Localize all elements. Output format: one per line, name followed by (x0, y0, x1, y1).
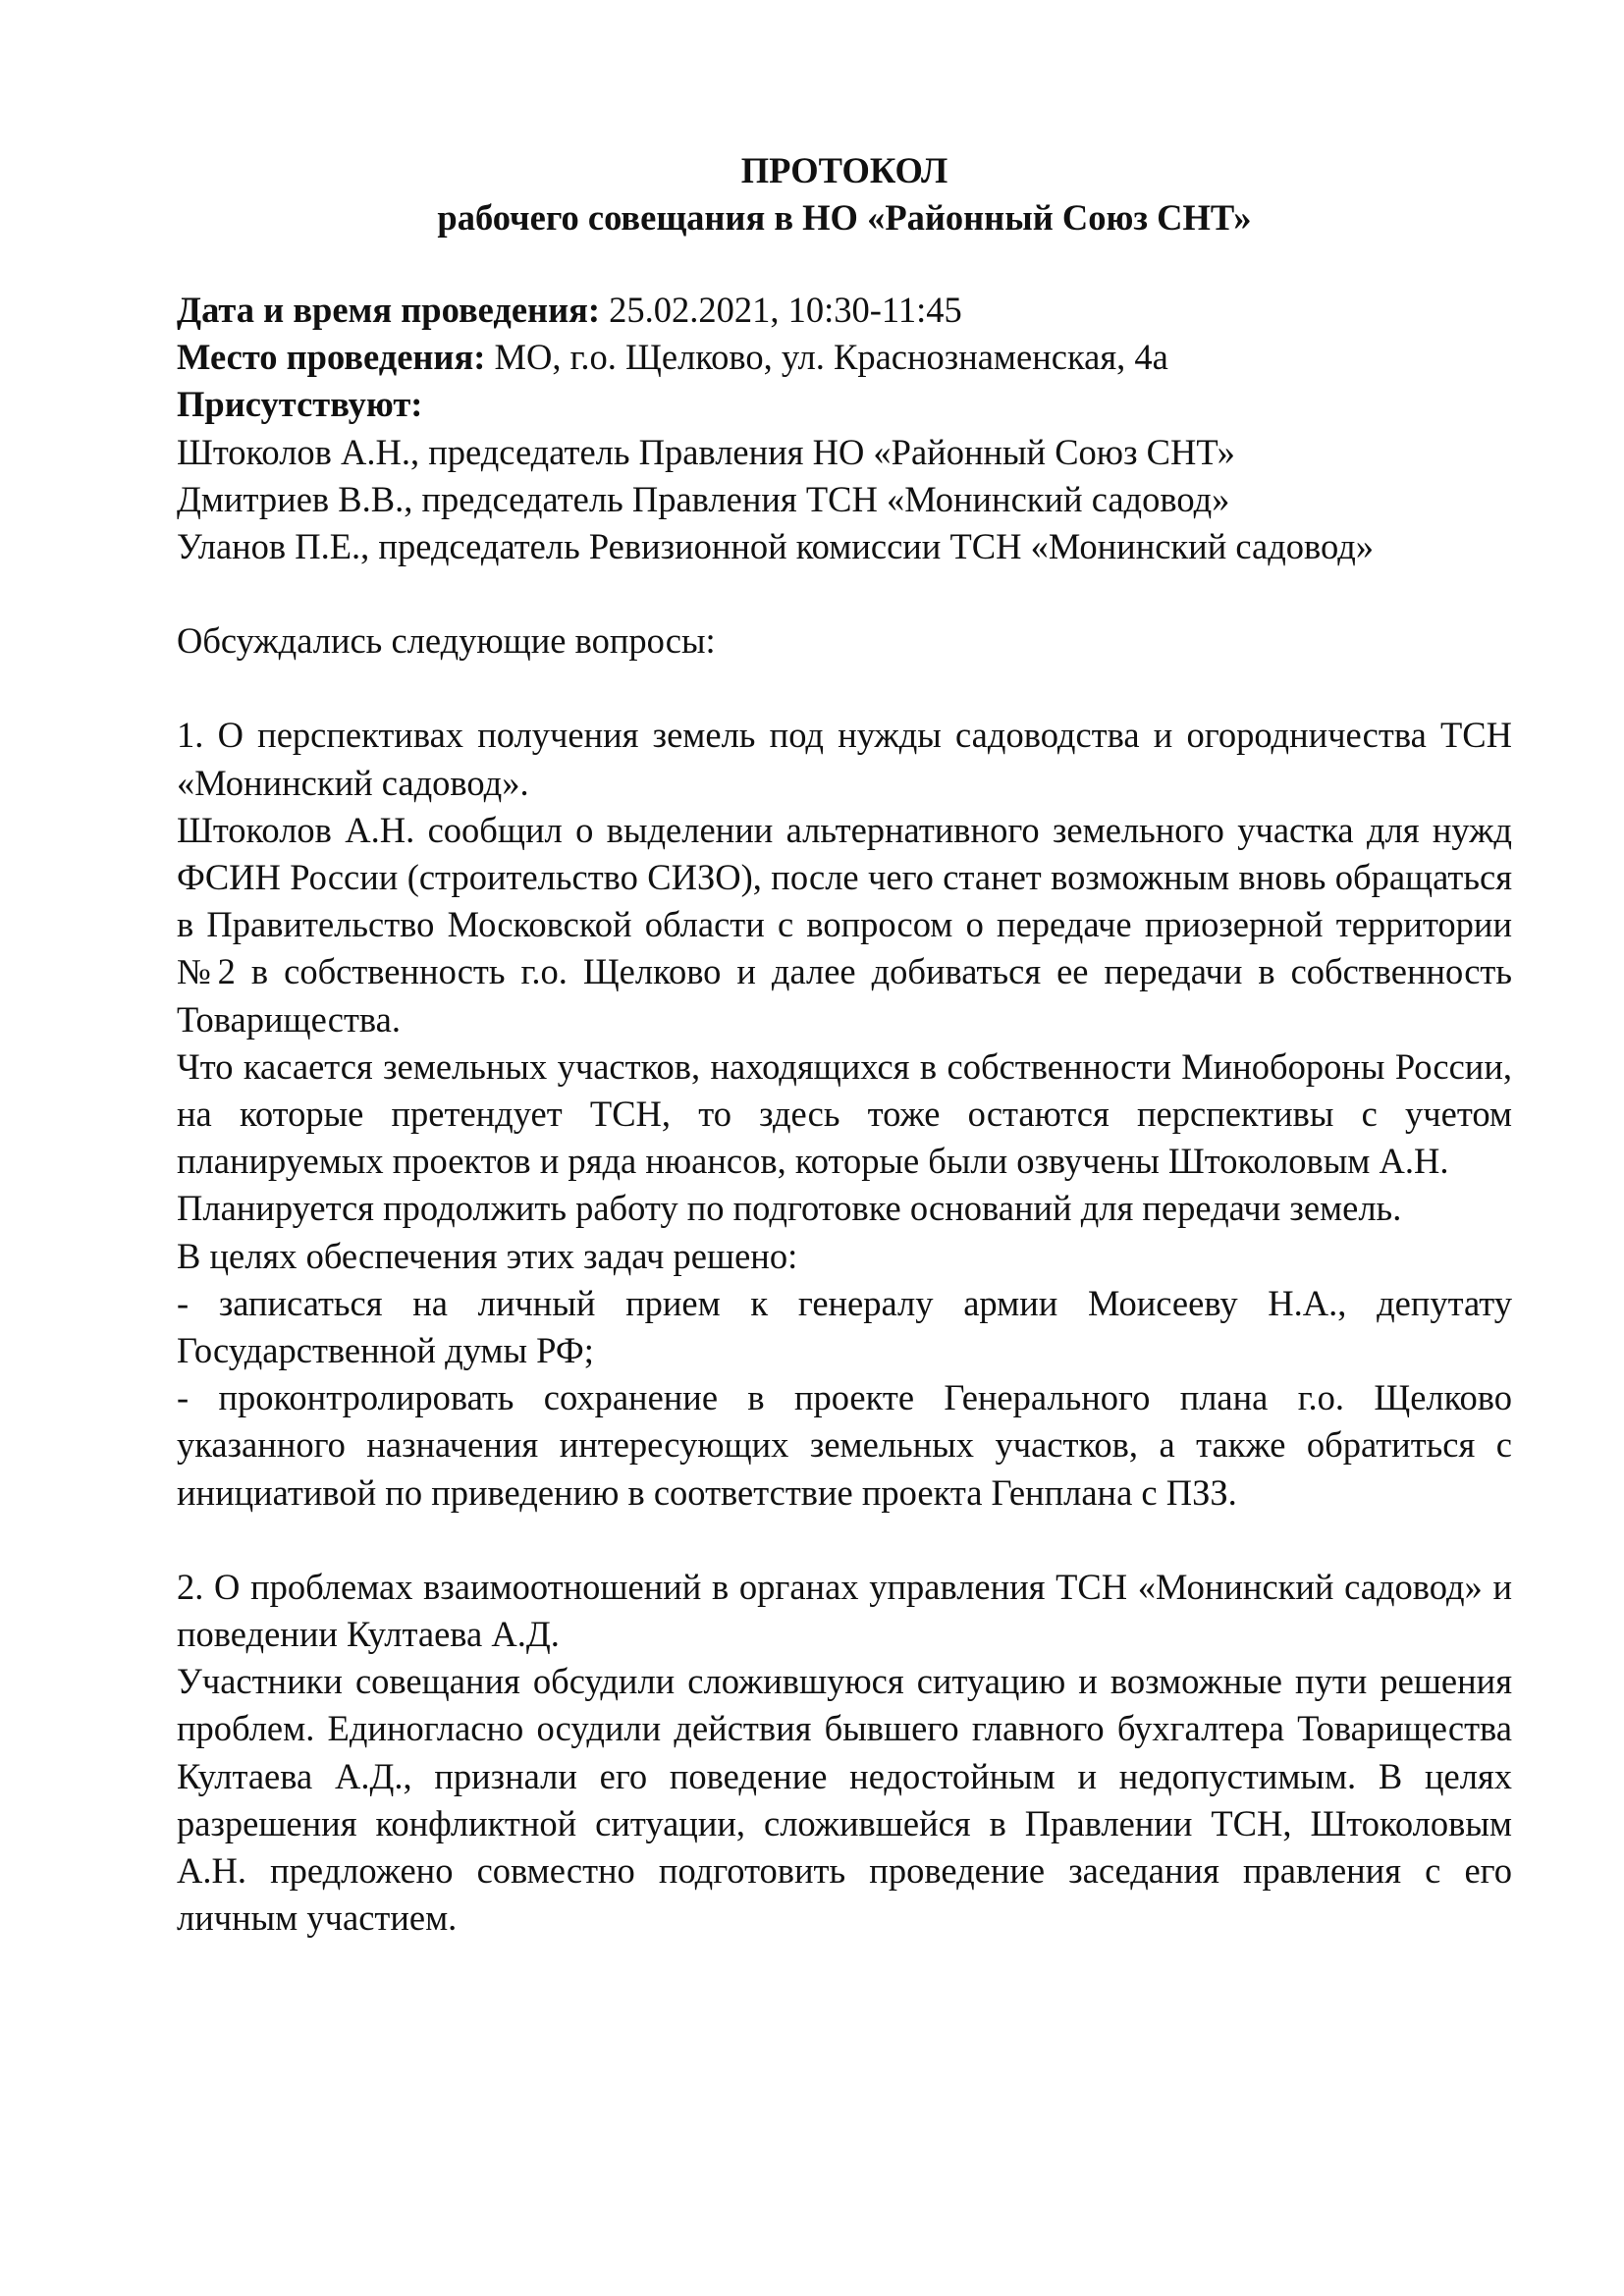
date-value: 25.02.2021, 10:30-11:45 (600, 290, 962, 330)
document-page (177, 147, 1512, 1990)
section-2-paragraph: Участники совещания обсудили сложившуюся ситуацию и возможные пути решения проблем. Единогласно осудили действия бывшего главного бухгалтера Товарищества Култаева А.Д., признали его поведение недостойным и недопустимым. В целях разрешения конфликтной ситуации, сложившейся в Правлении ТСН, Штоколовым А.Н. предложено совместно подготовить проведение заседания правления с его личным участием. (177, 1661, 1512, 1939)
section-1-list-item: - проконтролировать сохранение в проекте Генерального плана г.о. Щелково указанного назначения интересующих земельных участков, а также обратиться с инициативой по приведению в соответствие проекта Генплана с ПЗЗ. (177, 1377, 1512, 1513)
document-title: ПРОТОКОЛ (740, 150, 948, 190)
attendees-list (177, 429, 1512, 571)
section-1-paragraph: Планируется продолжить работу по подготовке оснований для передачи земель. (177, 1188, 1402, 1229)
section-1-list-item: - записаться на личный прием к генералу армии Моисееву Н.А., депутату Государственной думы РФ; (177, 1282, 1512, 1371)
place-label: Место проведения: (177, 337, 486, 378)
title-block (177, 147, 1512, 241)
place-line (177, 334, 1512, 381)
date-line (177, 287, 1512, 334)
section-1-paragraph: Штоколов А.Н. сообщил о выделении альтернативного земельного участка для нужд ФСИН России (строительство СИЗО), после чего станет возможным вновь обращаться в Правительство Московской области с вопросом о передаче приозерной территории №2 в собственность г.о. Щелково и далее добиваться ее передачи в собственность Товарищества. (177, 809, 1512, 1040)
section-1-heading: 1. О перспективах получения земель под нужды садоводства и огородничества ТСН «Монинский садовод». (177, 715, 1512, 803)
intro-text: Обсуждались следующие вопросы: (177, 620, 716, 662)
attendee-item: Уланов П.Е., председатель Ревизионной комиссии ТСН «Монинский садовод» (177, 526, 1375, 567)
section-2 (177, 1564, 1512, 1943)
attendee-item: Дмитриев В.В., председатель Правления ТСН «Монинский садовод» (177, 478, 1230, 519)
section-1 (177, 712, 1512, 1516)
document-subtitle: рабочего совещания в НО «Районный Союз СНТ» (437, 197, 1252, 238)
attendees-label: Присутствуют: (177, 384, 423, 425)
date-label: Дата и время проведения: (177, 290, 600, 330)
attendee-item: Штоколов А.Н., председатель Правления НО «Районный Союз СНТ» (177, 431, 1235, 472)
place-value: МО, г.о. Щелково, ул. Краснознаменская, 4а (485, 337, 1168, 378)
section-1-paragraph: В целях обеспечения этих задач решено: (177, 1235, 798, 1276)
meta-block (177, 287, 1512, 429)
attendees-heading (177, 381, 1512, 428)
section-2-heading: 2. О проблемах взаимоотношений в органах управления ТСН «Монинский садовод» и поведении Култаева А.Д. (177, 1566, 1512, 1655)
section-1-paragraph: Что касается земельных участков, находящихся в собственности Минобороны России, на которые претендует ТСН, то здесь тоже остаются перспективы с учетом планируемых проектов и ряда нюансов, которые были озвучены Штоколовым А.Н. (177, 1045, 1512, 1182)
